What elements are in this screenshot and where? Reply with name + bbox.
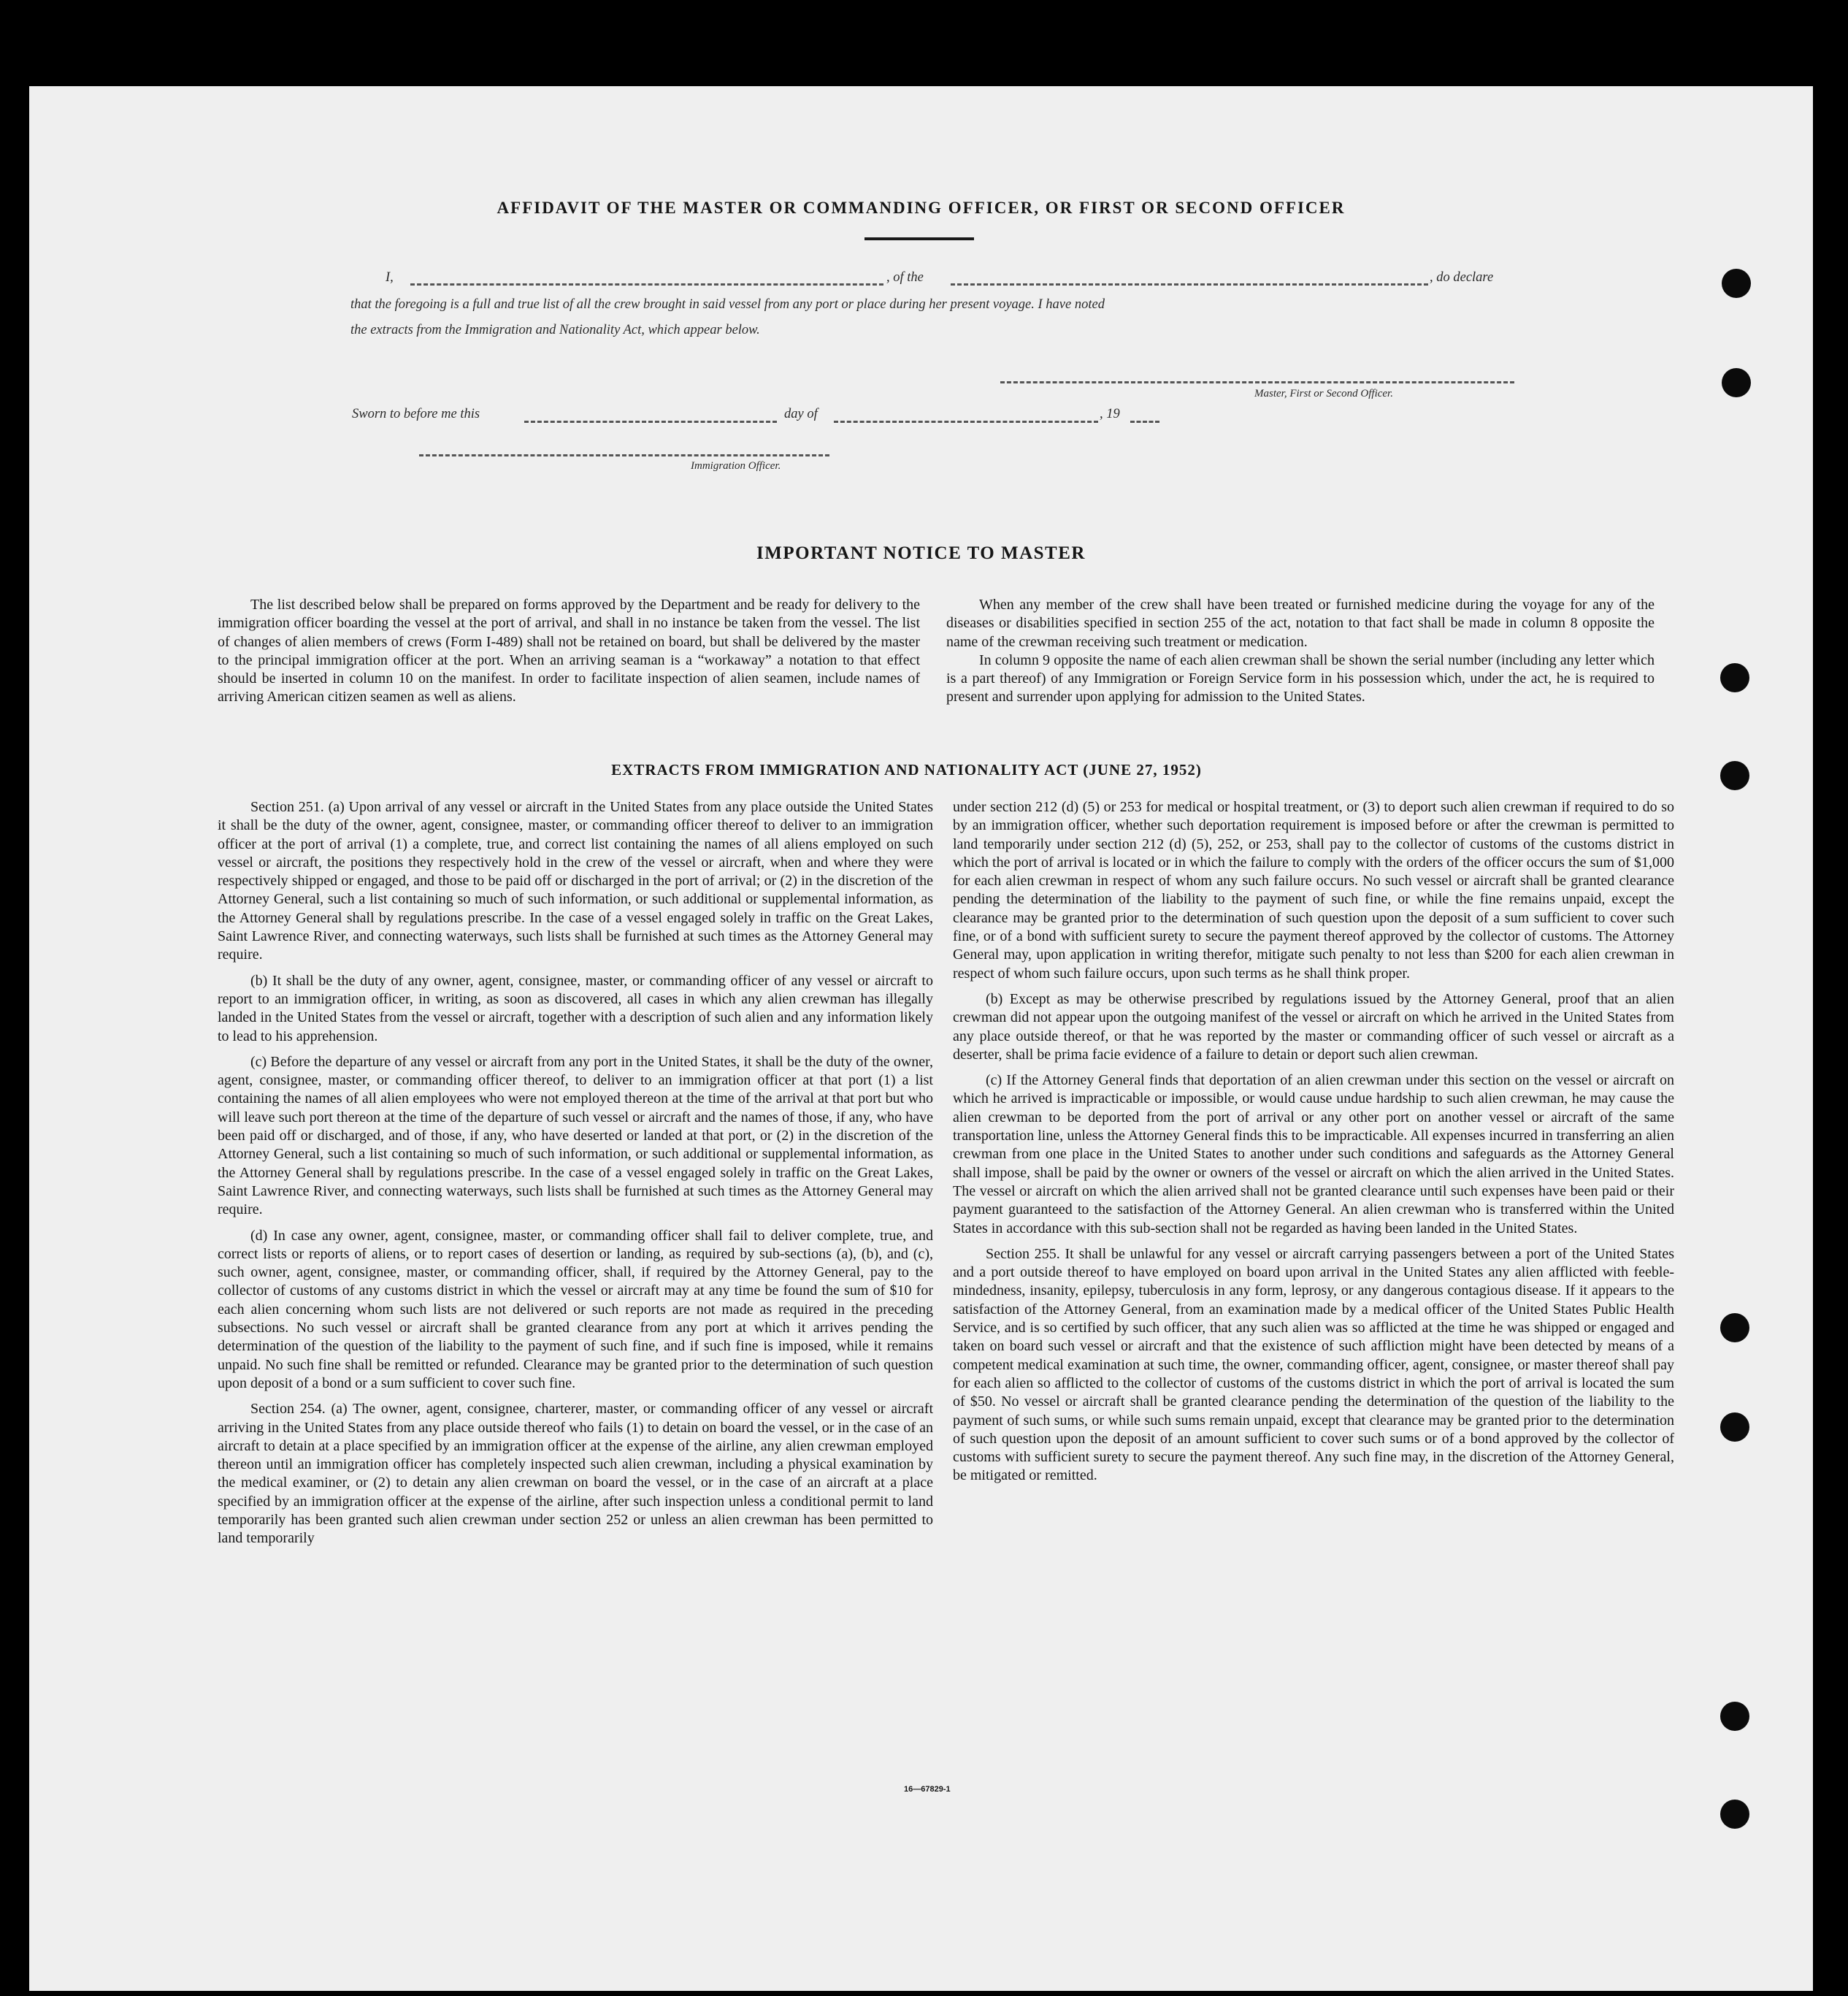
extract-paragraph: (b) It shall be the duty of any owner, agent, consignee, master, or commanding officer of any vessel or aircraft to report to an immigration officer, in writing, as soon as discovered, all cases in which any alien crewman has illegally landed in the United States from the vessel or aircraft, together with a description of such alien and any information likely to lead to his apprehension. [218,972,933,1044]
notice-right-column [946,596,1655,714]
extract-paragraph: (c) If the Attorney General finds that deportation of an alien crewman under this section on the vessel or aircraft on which he arrived is impracticable or impossible, or would cause undue hardship to such alien crewman, he may cause the alien crewman to be deported from the port of arrival or any other port on another vessel or aircraft of the same transportation line, unless the Attorney General finds this to be impracticable. All expenses incurred in transferring an alien crewman from one place in the United States to another under such conditions and safeguards as the Attorney General shall impose, shall be paid by the owner or owners of the vessel or aircraft on which the alien arrived in the United States. The vessel or aircraft on which the alien arrived shall not be granted clearance until such expenses have been paid or their payment guaranteed to the satisfaction of the Attorney General. An alien crewman who is transferred within the United States in accordance with this sub-section shall not be regarded as having been landed in the United States. [953,1072,1674,1236]
title-underline [864,237,974,240]
notice-left-column [218,596,920,714]
notice-right-paragraph: When any member of the crew shall have been treated or furnished medicine during the voyage for any of the diseases or disabilities specified in section 255 of the act, notation to that fact shall be made in column 8 opposite the name of the crewman receiving such treatment or medication. [946,597,1655,650]
statement-line-2: the extracts from the Immigration and Nationality Act, which appear below. [350,323,760,337]
extracts-left-column [218,798,933,1556]
officer-signature-line [419,454,829,456]
sworn-month-line [834,421,1098,423]
extract-paragraph: under section 212 (d) (5) or 253 for medical or hospital treatment, or (3) to deport such alien crewman if required to do so by an immigration officer, whether such deportation requirement is imposed before or after the crewman is permitted to land temporarily under section 212 (d) (5), 252, or 253, shall pay to the collector of customs of the customs district in which the port of arrival is located or in which the failure to comply with the orders of the officer occurs the sum of $1,000 for each alien crewman in respect of whom any such failure occurs. No such vessel or aircraft shall be granted clearance pending the determination of the liability to the payment of such fine, or while the fine remains unpaid, except the clearance may be granted prior to the determination of such question upon the deposit of a sum sufficient to cover such fine, or of a bond with sufficient surety to secure the payment thereof approved by the collector of customs. The Attorney General may, upon application in writing therefor, mitigate such penalty to not less than $200 for each alien crewman in respect of whom such failure occurs, upon such terms as he shall think proper. [953,799,1674,982]
sworn-day-line [524,421,777,423]
i-label: I, [386,270,394,285]
extracts-right-column [953,798,1674,1493]
sworn-label: Sworn to before me this [352,407,480,421]
extract-paragraph: (d) In case any owner, agent, consignee, master, or commanding officer shall fail to deliver complete, true, and correct lists or reports of aliens, or to report cases of desertion or landing, as required by sub-sections (a), (b), and (c), such owner, agent, consignee, master, or commanding officer, shall, if required by the Attorney General, pay to the collector of customs of any customs district in which the vessel or aircraft may at any time be found the sum of $10 for each alien concerning whom such lists are not delivered or such reports are not made as required in the preceding subsections. No such vessel or aircraft shall be granted clearance from any port at which it arrives pending the determination of the question of the liability to the payment of such fine, and if such fine is imposed, while it remains unpaid. No such fine shall be remitted or refunded. Clearance may be granted prior to the determination of such question upon deposit of a bond or a sum sufficient to cover such fine. [218,1227,933,1391]
master-caption: Master, First or Second Officer. [1254,388,1393,399]
year-line [1130,421,1159,423]
name-line [410,283,883,286]
extract-paragraph: Section 254. (a) The owner, agent, consignee, charterer, master, or commanding officer of any vessel or aircraft arriving in the United States from any place outside thereof who fails (1) to detain on board the vessel, or in the case of an aircraft to detain at a place specified by an immigration officer at the expense of the airline, any alien crewman employed thereon until an immigration officer has completely inspected such alien crewman, including a physical examination by the medical examiner, or (2) to detain any alien crewman on board the vessel, or in the case of an aircraft at a place specified by an immigration officer at the expense of the airline, after such inspection unless a conditional permit to land temporarily has been granted such alien crewman under section 252 or unless an alien crewman has been permitted to land temporarily [218,1401,933,1547]
extract-paragraph: (c) Before the departure of any vessel or aircraft from any port in the United States, it shall be the duty of the owner, agent, consignee, master, or commanding officer thereof, to deliver to an immigration officer at that port (1) a list containing the names of all alien employees who were not employed thereon at the time of the arrival at that port but who will leave such port thereon at the time of the departure of such vessel or aircraft and the names of those, if any, who have been paid off or discharged, and of those, if any, who have deserted or landed at that port, or (2) in the discretion of the Attorney General, such a list containing so much of such information, or such additional or supplemental information, as the Attorney General shall by regulations prescribe. In the case of a vessel engaged solely in traffic on the Great Lakes, Saint Lawrence River, and connecting waterways, such lists shall be furnished at such times as the Attorney General may require. [218,1053,933,1218]
notice-left-paragraph: The list described below shall be prepared on forms approved by the Department and be ready for delivery to the immigration officer boarding the vessel at the port of arrival, and shall in no instance be taken from the vessel. The list of changes of alien members of crews (Form I-489) shall not be retained on board, but shall be delivered by the master to the principal immigration officer at the port. When an arriving seaman is a “workaway” a notation to that effect should be inserted in column 10 on the manifest. In order to facilitate inspection of alien seamen, include names of arriving American citizen seamen as well as aliens. [218,597,920,706]
punch-hole [1720,663,1749,692]
punch-hole [1722,269,1751,298]
extract-paragraph: (b) Except as may be otherwise prescribed by regulations issued by the Attorney General, proof that an alien crewman did not appear upon the outgoing manifest of the vessel or aircraft on which he arrived in the United States from any place outside thereof, or that he was reported by the master or commanding officer of such vessel or aircraft as a deserter, shall be prima facie evidence of a failure to detain or deport such alien crewman. [953,990,1674,1063]
punch-hole [1720,1800,1749,1829]
document-page [29,86,1813,1991]
punch-hole [1720,1702,1749,1731]
extracts-title: EXTRACTS FROM IMMIGRATION AND NATIONALITY ACT (JUNE 27, 1952) [611,761,1202,779]
extract-paragraph: Section 251. (a) Upon arrival of any vessel or aircraft in the United States from any place outside the United States it shall be the duty of the owner, agent, consignee, master, or commanding officer thereof to deliver to an immigration officer at the port of arrival (1) a complete, true, and correct list containing the names of all aliens employed on such vessel or aircraft, the positions they respectively hold in the crew of the vessel or aircraft, when and where they were respectively shipped or engaged, and those to be paid off or discharged in the port of arrival; or (2) in the discretion of the Attorney General, such a list containing so much of such information, or such additional or supplemental information, as the Attorney General shall by regulations prescribe. In the case of a vessel engaged solely in traffic on the Great Lakes, Saint Lawrence River, and connecting waterways, such lists shall be furnished at such times as the Attorney General may require. [218,799,933,963]
punch-hole [1720,1412,1749,1442]
year-label: , 19 [1100,407,1120,421]
notice-right-paragraph: In column 9 opposite the name of each alien crewman shall be shown the serial number (including any letter which is a part thereof) of any Immigration or Foreign Service form in his possession which, under the act, he is required to present and surrender upon applying for admission to the United States. [946,651,1655,706]
of-the-label: , of the [886,270,924,285]
punch-hole [1722,368,1751,397]
statement-line-1: that the foregoing is a full and true list of all the crew brought in said vessel from any port or place during her present voyage. I have noted [350,297,1105,312]
master-signature-line [1000,381,1514,383]
notice-title: IMPORTANT NOTICE TO MASTER [756,543,1086,563]
punch-hole [1720,1313,1749,1342]
punch-hole [1720,761,1749,790]
declare-label: , do declare [1430,270,1494,285]
form-code: 16—67829-1 [904,1785,951,1794]
officer-caption: Immigration Officer. [691,460,781,472]
extract-paragraph: Section 255. It shall be unlawful for any vessel or aircraft carrying passengers between a port of the United States and a port outside thereof to have employed on board upon arrival in the United States any alien afflicted with feeble-mindedness, insanity, epilepsy, tuberculosis in any form, leprosy, or any dangerous contagious disease. If it appears to the satisfaction of the Attorney General, from an examination made by a medical officer of the United States Public Health Service, and is so certified by such officer, that any such alien was so afflicted at the time he was shipped or engaged and taken on board such vessel or aircraft and that the existence of such affliction might have been detected by means of a competent medical examination at such time, the owner, commanding officer, agent, consignee, or master thereof shall pay for each alien so afflicted to the collector of customs of the customs district in which the port of arrival is located the sum of $50. No vessel or aircraft shall be granted clearance pending the determination of the question of the liability to the payment of such sums, or while such sums remain unpaid, except that clearance may be granted prior to the determination of such question upon the deposit of an amount sufficient to cover such sums or of a bond approved by the collector of customs with sufficient surety to secure the payment thereof. Any such fine may, in the discretion of the Attorney General, be mitigated or remitted. [953,1245,1674,1484]
vessel-line [951,283,1428,286]
affidavit-title: AFFIDAVIT OF THE MASTER OR COMMANDING OFFICER, OR FIRST OR SECOND OFFICER [496,199,1346,217]
day-of-label: day of [784,407,818,421]
